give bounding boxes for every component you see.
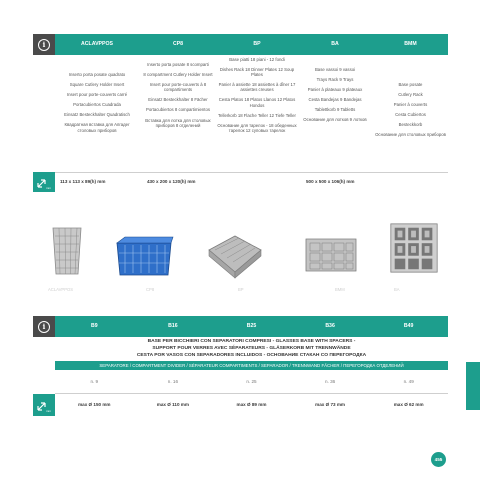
text-it: Inserto porta posate 8 scomparti — [147, 62, 209, 67]
info-icon: i — [33, 316, 55, 337]
text-it: Base vassoi 9 vassoi — [314, 67, 356, 72]
text-ru: Основание для лотков 9 лотков — [303, 117, 367, 123]
product-label-ba: BA — [394, 287, 400, 292]
description-line: BASE PER BICCHIERI CON SEPARATORI COMPRESI - GLASSES BASE WITH SPACERS - — [147, 339, 356, 344]
bottom-table-header — [33, 316, 448, 337]
text-de: Tellerkorb 18 Flache Teller 12 Tiefe Teller — [218, 112, 296, 118]
header-aclavppos: ACLAVPPOS — [81, 41, 113, 47]
product-bp-image — [205, 226, 265, 282]
description-line: SUPPORT POUR VERRES AVEC SÉPARATEURS - GLÄSERKORB MIT TRENNWÄNDE — [152, 345, 351, 351]
product-aclavppos-image — [47, 222, 87, 278]
dim-aclavppos: 113 x 113 x 89(h) mm — [60, 179, 106, 184]
top-table-header — [33, 34, 448, 55]
col-bp — [217, 57, 297, 133]
max-b25: max Ø 89 mm — [236, 402, 267, 407]
header-b25: B25 — [246, 323, 257, 329]
max-b9: max Ø 150 mm — [78, 402, 111, 407]
col-cp8 — [139, 62, 217, 128]
count-b25: n. 25 — [246, 379, 257, 384]
max-b49: max Ø 62 mm — [393, 402, 424, 407]
count-b49: n. 49 — [403, 379, 414, 384]
text-ru: Квадратная вставка для Aпгадеr столовых приборов — [64, 122, 130, 133]
text-ru: Вставка для лотка для столовых приборов 8 отделений — [145, 117, 211, 128]
header-bmm: BMM — [404, 41, 417, 47]
text-fr: Panier à couverts — [393, 102, 428, 108]
text-fr: Insert pour porte-couverts carré — [66, 92, 128, 98]
dim-cp8: 430 x 200 x 120(h) mm — [147, 179, 196, 184]
dimensions-icon — [33, 172, 55, 192]
text-fr: Panier à plateaux 9 plateaux — [307, 87, 363, 93]
header-b9: B9 — [90, 323, 98, 329]
text-de: Tablettkorb 9 Tabletts — [314, 107, 356, 113]
col-aclavppos — [55, 72, 139, 133]
text-en: Square Cutlery Holder Insert — [69, 82, 125, 88]
text-en: Dishes Rack 18 Dinner Plates 12 Soup Plates — [219, 67, 295, 78]
text-en: Trays Rack 9 Trays — [316, 77, 354, 83]
text-it: Base posate — [398, 82, 423, 87]
text-de: Einsatz Besteckhalter Quadratisch — [64, 112, 130, 118]
section-side-tab — [466, 362, 480, 410]
header-b49: B49 — [403, 323, 414, 329]
product-ba-image — [386, 220, 442, 276]
text-en: Cutlery Rack — [398, 92, 423, 98]
text-es: Portacubiertos Cuadrada — [73, 102, 121, 108]
header-b36: B36 — [325, 323, 335, 329]
dim-bp-ba-bmm: 500 x 500 x 106(h) mm — [306, 179, 355, 184]
header-b16: B16 — [168, 323, 178, 329]
max-b36: max Ø 73 mm — [315, 402, 346, 407]
svg-text:mm: mm — [46, 186, 51, 190]
text-es: Cesta Platos 18 Platos Llanos 12 Platos Hondos — [218, 97, 296, 108]
text-fr: Insert pour porte-couverts à 8 compartiments — [149, 82, 207, 93]
col-ba — [297, 67, 373, 123]
text-ru: Основание для тарелок - 18 обеденных тарелок 12 суповых тарелок — [217, 122, 297, 133]
description-line: CESTA POR VASOS CON SEPARADORES INCLUIDOS - ОСНОВАНИЕ СТАКАН СО ПЕРЕГОРОДКА — [136, 352, 367, 358]
count-b36: n. 36 — [324, 379, 336, 384]
compartment-count-row — [55, 370, 448, 394]
glasses-base-description — [55, 339, 448, 359]
header-ba: BA — [331, 41, 339, 47]
product-label-bmm: BMM — [335, 287, 345, 292]
text-es: Cesta Cubiertos — [395, 112, 426, 118]
page-number: 455 — [431, 452, 446, 467]
text-it: Base piatti 18 piani - 12 fondi — [229, 57, 285, 62]
text-fr: Panier à assiette 18 assiettes à dîner 17 assiettes creuses — [218, 82, 296, 93]
text-de: Besteckkorb — [398, 122, 423, 128]
product-bmm-image — [300, 224, 362, 280]
svg-text:mm: mm — [46, 409, 51, 413]
text-en: 8 compartment Cutlery Holder Insert — [143, 72, 213, 78]
header-bp: BP — [253, 41, 261, 47]
text-de: Einsatz Besteckhalter 8 Fächer — [148, 97, 208, 103]
header-cp8: CP8 — [172, 41, 184, 47]
text-ru: Основание для столовых приборов — [375, 132, 446, 138]
product-cp8-image — [113, 228, 175, 284]
text-es: Cesta Bandejas 9 Bandejas — [308, 97, 362, 103]
product-label-cp8: CP8 — [146, 287, 155, 292]
product-label-aclavppos: ACLAVPPOS — [48, 287, 74, 292]
separator-bar: SEPARATORE / COMPARTMENT DIVIDER / SÉPARATEUR COMPARTIMENTS / SEPARADOR / TRENNWAND FÄCHER / ПЕРЕГОРОДКА ОТДЕЛЕНИЙ — [55, 361, 448, 370]
count-b16: n. 16 — [167, 379, 178, 384]
text-es: Portacubiertos 8 compartimientos — [145, 107, 210, 113]
dimensions-icon — [33, 394, 55, 416]
text-it: Inserto porta posate quadrato — [68, 72, 126, 77]
info-icon: i — [33, 34, 55, 55]
product-label-bp: BP — [238, 287, 244, 292]
count-b9: n. 9 — [90, 379, 99, 384]
col-bmm — [373, 82, 448, 138]
max-diameter-row — [55, 394, 448, 416]
max-b16: max Ø 110 mm — [156, 402, 189, 407]
